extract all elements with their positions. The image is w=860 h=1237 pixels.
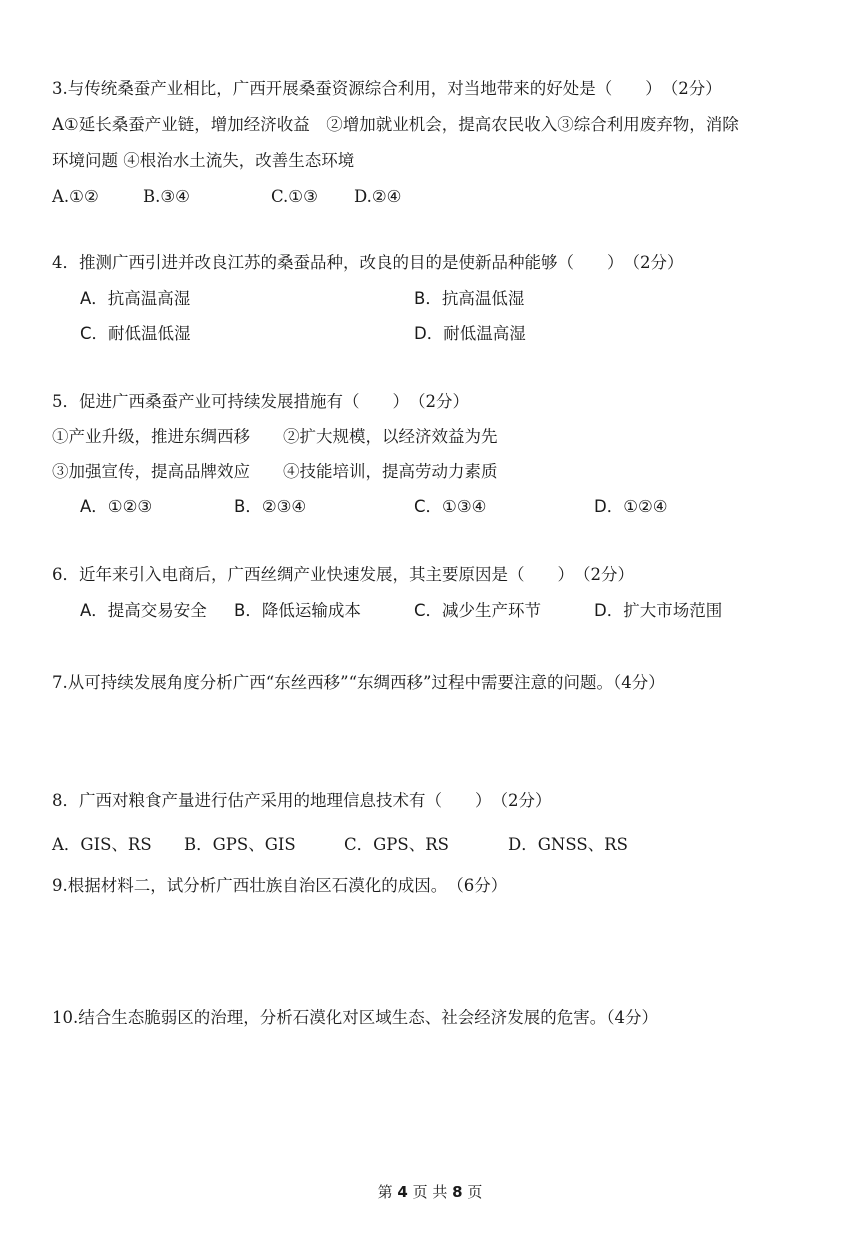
q5-option-b: B．②③④	[234, 497, 307, 516]
footer-page-number: 4	[397, 1183, 408, 1201]
q8-stem: 8．广西对粮食产量进行估产采用的地理信息技术有（ ） （2分）	[52, 791, 552, 810]
q4-option-a: A．抗高温高湿	[80, 289, 191, 308]
q3-option-b: B.③④	[143, 187, 190, 206]
footer-total-pages: 8	[452, 1183, 463, 1201]
q5-stem: 5．促进广西桑蚕产业可持续发展措施有（ ） （2分）	[52, 392, 469, 411]
q6-option-a: A．提高交易安全	[80, 601, 207, 620]
q6-stem: 6．近年来引入电商后，广西丝绸产业快速发展，其主要原因是（ ） （2分）	[52, 565, 634, 584]
q5-option-d: D．①②④	[594, 497, 668, 516]
q5-statement-line-2: ③加强宣传，提高品牌效应 ④技能培训，提高劳动力素质	[52, 462, 498, 481]
q3-statement-line-1: A①延长桑蚕产业链，增加经济收益 ②增加就业机会，提高农民收入③综合利用废弃物，消除	[52, 115, 739, 134]
q4-option-c: C．耐低温低湿	[80, 324, 191, 343]
page-footer	[0, 1182, 860, 1202]
q5-option-c: C．①③④	[414, 497, 487, 516]
q3-stem: 3.与传统桑蚕产业相比，广西开展桑蚕资源综合利用，对当地带来的好处是（ ） （2分）	[52, 79, 722, 98]
q3-option-d: D.②④	[354, 187, 402, 206]
q8-option-b: B．GPS、GIS	[184, 835, 296, 854]
q6-option-b: B．降低运输成本	[234, 601, 361, 620]
footer-suffix: 页	[467, 1183, 483, 1201]
q9-stem: 9.根据材料二，试分析广西壮族自治区石漠化的成因。 （6分）	[52, 876, 508, 895]
q3-option-a: A.①②	[52, 187, 99, 206]
footer-prefix: 第	[377, 1183, 393, 1201]
q5-statement-line-1: ①产业升级，推进东绸西移 ②扩大规模，以经济效益为先	[52, 427, 498, 446]
q5-option-a: A．①②③	[80, 497, 153, 516]
q4-option-d: D．耐低温高湿	[414, 324, 526, 343]
q3-option-c: C.①③	[271, 187, 318, 206]
q8-option-c: C．GPS、RS	[344, 835, 449, 854]
q4-option-b: B．抗高温低湿	[414, 289, 525, 308]
q4-stem: 4．推测广西引进并改良江苏的桑蚕品种，改良的目的是使新品种能够（ ） （2分）	[52, 253, 684, 272]
q6-option-d: D．扩大市场范围	[594, 601, 723, 620]
q10-stem: 10.结合生态脆弱区的治理，分析石漠化对区域生态、社会经济发展的危害。（4分）	[52, 1008, 658, 1027]
q6-option-c: C．减少生产环节	[414, 601, 542, 620]
q8-option-a: A．GIS、RS	[52, 835, 152, 854]
footer-middle: 页 共	[412, 1183, 448, 1201]
q3-statement-line-2: 环境问题 ④根治水土流失，改善生态环境	[52, 151, 355, 170]
q7-stem: 7.从可持续发展角度分析广西“东丝西移”“东绸西移”过程中需要注意的问题。（4分）	[52, 673, 665, 692]
q8-option-d: D．GNSS、RS	[508, 835, 628, 854]
